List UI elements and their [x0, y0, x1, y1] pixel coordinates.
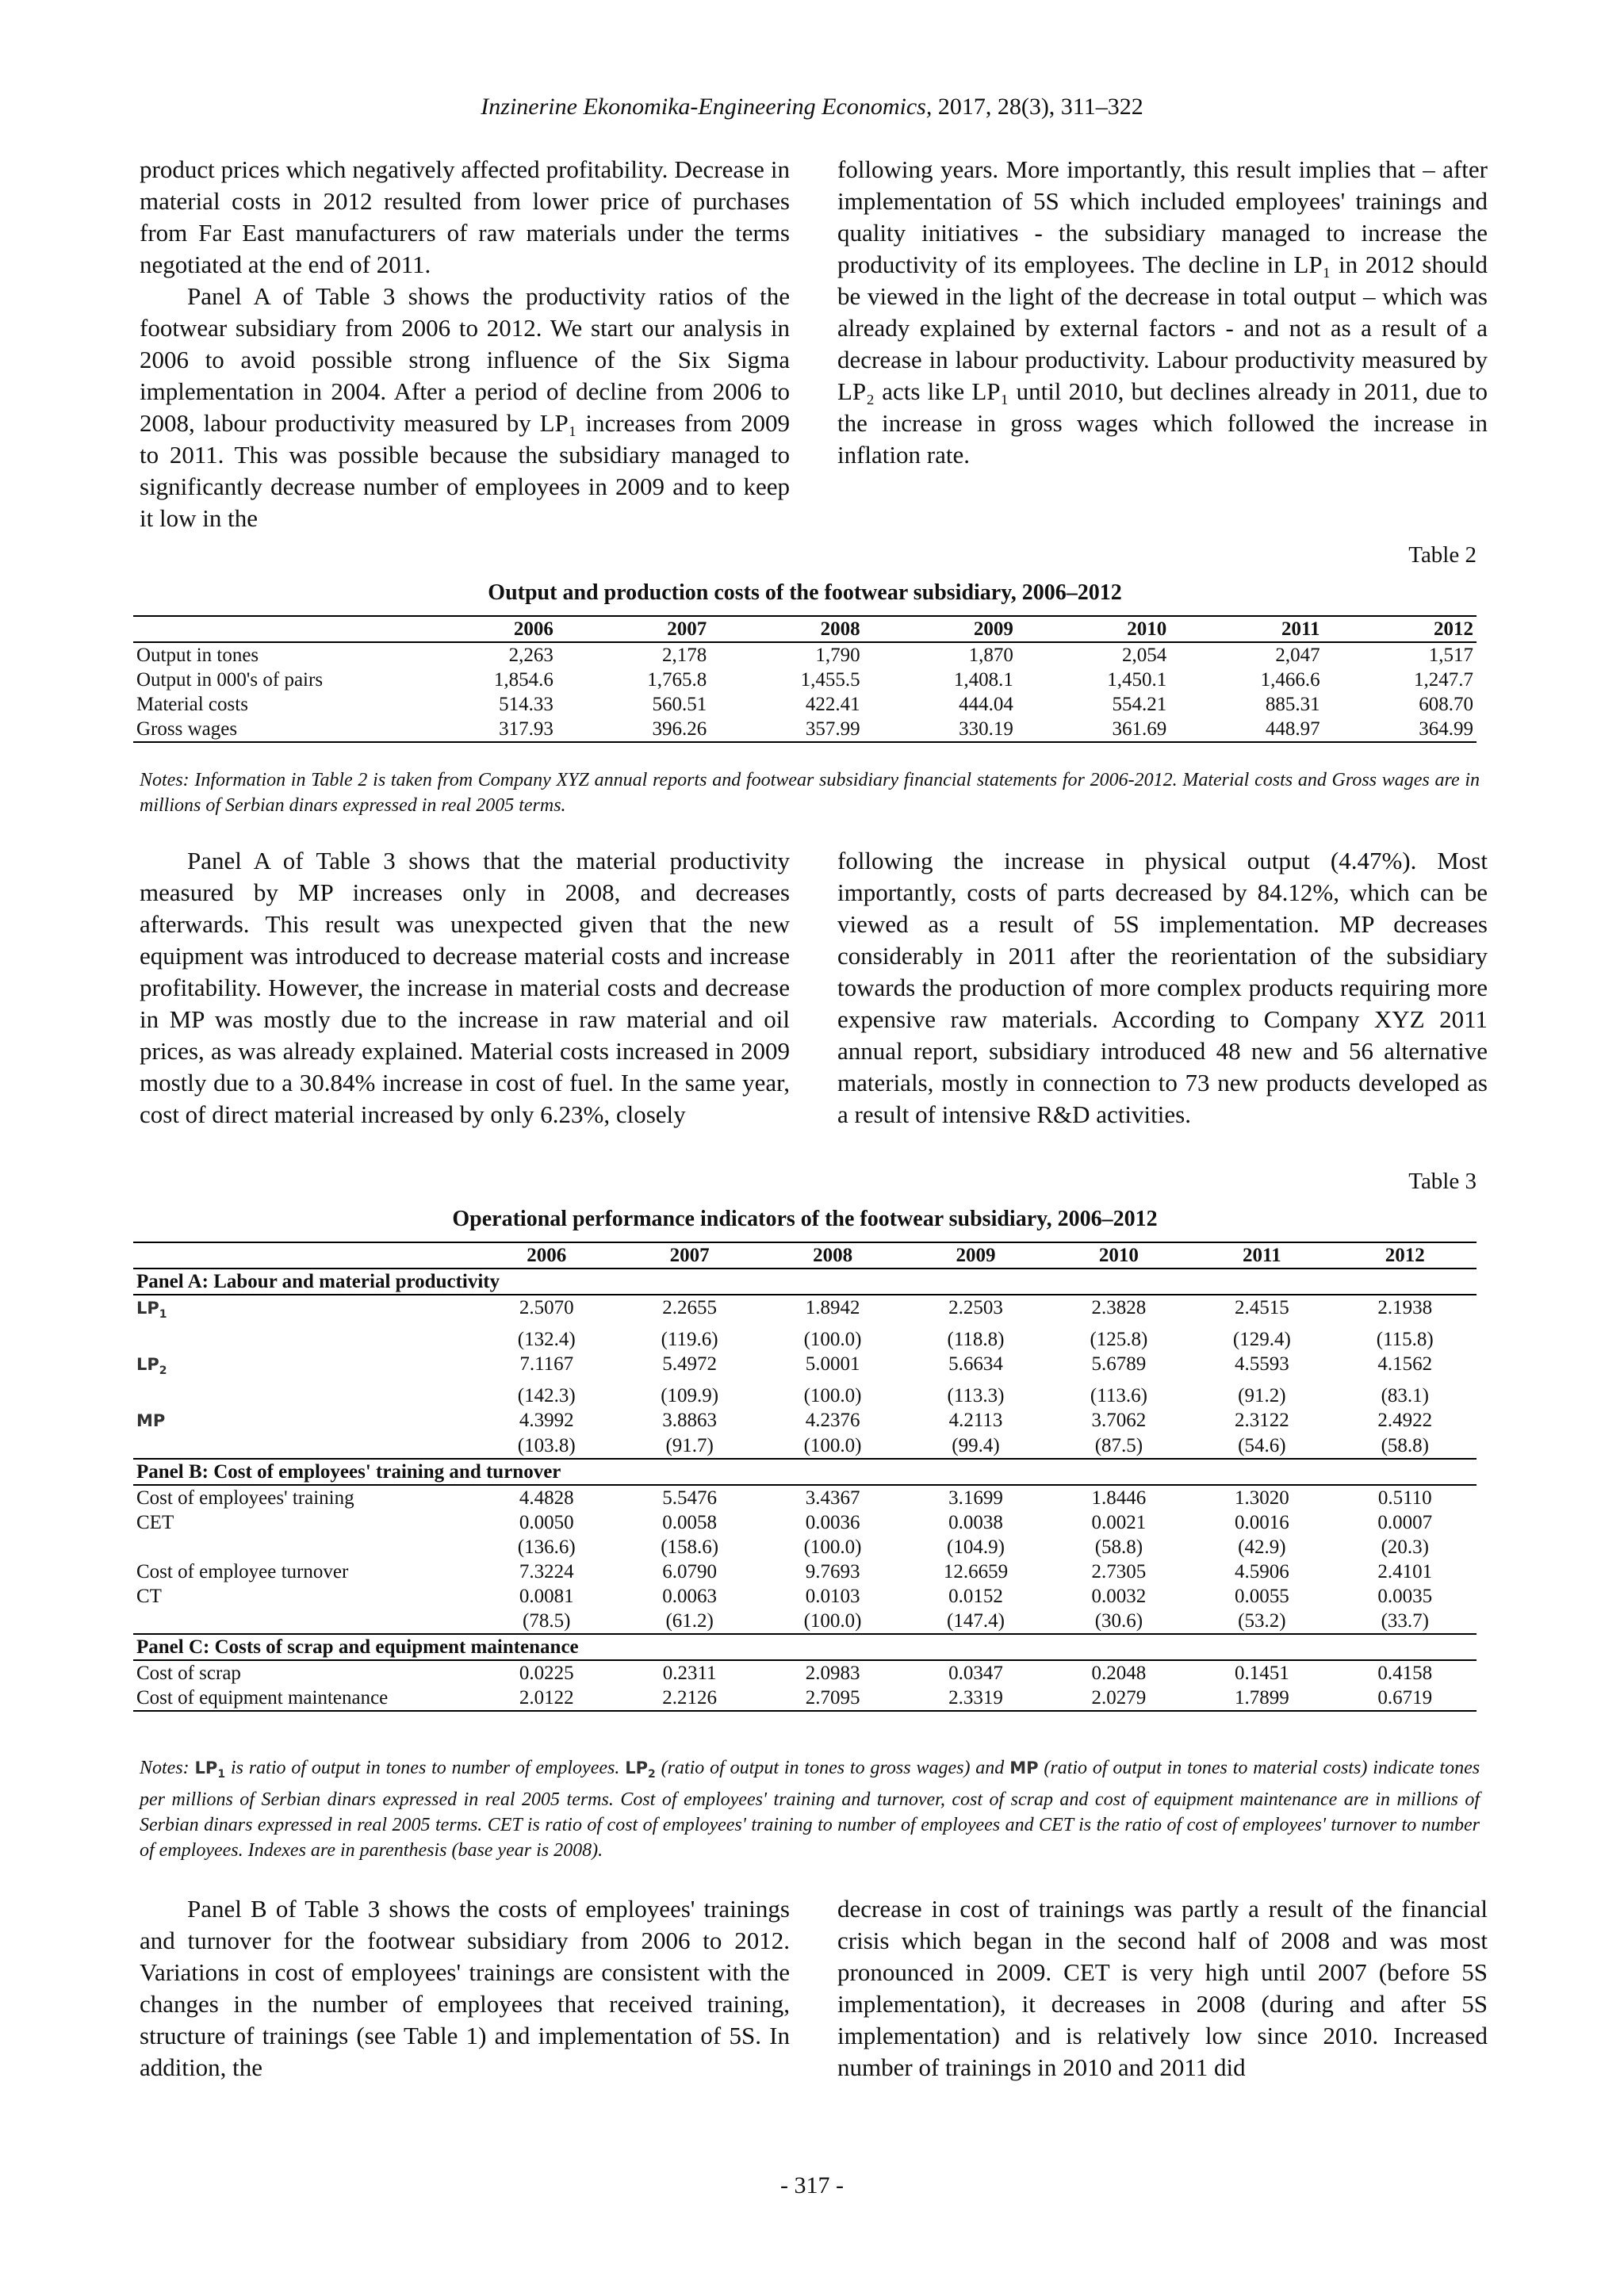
row-label — [133, 1408, 475, 1433]
table-cell: 2.4515 — [1234, 1297, 1289, 1318]
table-cell: 0.0347 — [948, 1663, 1003, 1685]
mp-symbol: MP — [1009, 1758, 1039, 1777]
lp2-symbol-text: LP — [136, 1355, 159, 1375]
table-cell: (78.5) — [523, 1610, 571, 1632]
table-cell: 560.51 — [652, 694, 707, 715]
table-cell: 2,054 — [1121, 645, 1167, 666]
lp1-symbol: $LP_1$ — [194, 1758, 226, 1781]
table-cell: (115.8) — [1376, 1329, 1434, 1351]
journal-volume: 2017, 28(3), 311–322 — [937, 94, 1143, 120]
table-cell: 5.6634 — [948, 1353, 1003, 1376]
table-cell: 2.7305 — [1091, 1561, 1147, 1583]
table-row — [133, 717, 1477, 742]
year-header: 2011 — [1281, 618, 1320, 640]
table-cell: 0.6719 — [1377, 1687, 1433, 1709]
table-cell: 2.4922 — [1377, 1410, 1433, 1432]
table-row — [133, 1352, 1477, 1383]
table-cell: 1,466.6 — [1260, 669, 1320, 691]
table-cell: (136.6) — [517, 1536, 576, 1559]
table-cell: (129.4) — [1232, 1329, 1291, 1351]
table-cell: 2.2126 — [662, 1687, 718, 1709]
table-cell: 0.2311 — [662, 1663, 717, 1685]
bottom-right-column — [837, 1893, 1488, 2084]
table-cell: 330.19 — [959, 718, 1013, 740]
table-cell: (125.8) — [1090, 1329, 1148, 1351]
table-row — [133, 1408, 1477, 1433]
table-cell: 1,790 — [815, 645, 860, 666]
row-label-text: Cost of employees' training — [136, 1487, 354, 1510]
table-cell: (20.3) — [1381, 1536, 1429, 1559]
table-cell: 5.5476 — [662, 1487, 718, 1510]
row-label-text: CET — [136, 1512, 174, 1534]
table-cell: 2.0122 — [519, 1687, 574, 1709]
table-cell: 3.1699 — [948, 1487, 1003, 1510]
year-header: 2008 — [820, 618, 860, 640]
notes-text: (ratio of output in tones to material costs) indicate tones per millions of Serbian dinars expressed in real 2005 terms. Cost of employees' training and turnover, cost of scrap and cost of equipment maintenance are in millions of Serbian dinars expressed in real 2005 terms. CET is ratio of cost of employees' training to number of employees and CET is the ratio of cost of employees' turnover to number of employees. Indexes are in parenthesis (base year is 2008). — [140, 1758, 1480, 1862]
table-cell: 5.0001 — [805, 1353, 860, 1376]
row-label: Material costs — [136, 694, 248, 715]
table-row — [133, 1559, 1477, 1584]
table-cell: 0.1451 — [1234, 1663, 1289, 1685]
table-cell: 0.0055 — [1234, 1586, 1289, 1608]
table-cell: (132.4) — [517, 1329, 576, 1351]
notes-text: is ratio of output in tones to number of employees. — [230, 1758, 620, 1778]
table-cell: 514.33 — [499, 694, 553, 715]
paragraph: Panel A of Table 3 shows that the material productivity measured by MP increases only in 2008, and decreases afterwards. This result was unexpected given that the new equipment was introduced to decrease material costs and increase profitability. However, the increase in material costs and decrease in MP was mostly due to the increase in raw material and oil prices, as was already explained. Material costs increased in 2009 mostly due to a 30.84% increase in cost of fuel. In the same year, cost of direct material increased by only 6.23%, closely — [140, 847, 790, 1128]
table-cell: 0.0032 — [1091, 1586, 1147, 1608]
row-label — [133, 1559, 475, 1584]
table-cell: 2.3828 — [1091, 1297, 1147, 1318]
panel-title: Panel B: Cost of employees' training and turnover — [136, 1461, 561, 1483]
page-number: - 317 - — [780, 2172, 844, 2198]
lp2-symbol: $LP_2$ — [625, 1758, 656, 1781]
table-cell: (118.8) — [947, 1329, 1005, 1351]
table-cell: 1.8446 — [1091, 1487, 1147, 1510]
table-row — [133, 642, 1477, 668]
row-label — [133, 1485, 475, 1510]
table-cell: 422.41 — [805, 694, 860, 715]
panel-title: Panel C: Costs of scrap and equipment maintenance — [136, 1636, 579, 1659]
table-cell: 2.2655 — [662, 1297, 718, 1318]
table-cell: 6.0790 — [662, 1561, 718, 1583]
table2-header-row — [133, 616, 1477, 642]
lp1-symbol — [136, 1299, 167, 1322]
year-header: 2009 — [973, 618, 1013, 640]
row-label-text: Cost of employee turnover — [136, 1561, 349, 1583]
table-cell: 0.0063 — [662, 1586, 718, 1608]
running-header — [0, 94, 1624, 121]
table-cell: (100.0) — [803, 1610, 862, 1632]
table-cell: 448.97 — [1265, 718, 1320, 740]
table-cell: 7.1167 — [519, 1353, 574, 1376]
table-cell: 0.5110 — [1377, 1487, 1432, 1510]
paragraph: following the increase in physical output (4.47%). Most importantly, costs of parts decreased by 84.12%, which can be viewed as a result of 5S implementation. MP decreases considerably in 2011 after the reorientation of the subsidiary towards the production of more complex products requiring more expensive raw materials. According to Company XYZ 2011 annual report, subsidiary introduced 48 new and 56 alternative materials, mostly in connection to 73 new products developed as a result of intensive R&D activities. — [837, 847, 1488, 1128]
table-cell: 4.2113 — [948, 1410, 1003, 1432]
table-cell: (100.0) — [803, 1329, 862, 1351]
row-label: Output in tones — [136, 645, 259, 666]
table-cell: (83.1) — [1381, 1385, 1429, 1407]
bottom-left-column — [140, 1893, 790, 2084]
table2-title: Output and production costs of the footwear subsidiary, 2006–2012 — [488, 580, 1122, 605]
year-header: 2011 — [1243, 1245, 1281, 1266]
table-cell: 1,247.7 — [1414, 669, 1473, 691]
row-label — [133, 1686, 475, 1711]
row-label: Output in 000's of pairs — [136, 669, 324, 691]
table-cell: 2,047 — [1275, 645, 1320, 666]
table-cell: 357.99 — [805, 718, 860, 740]
table-cell: 2.3319 — [948, 1687, 1003, 1709]
year-header: 2008 — [813, 1245, 853, 1266]
year-header: 2007 — [667, 618, 707, 640]
row-label-text: Cost of scrap — [136, 1663, 241, 1685]
table-cell: 5.4972 — [662, 1353, 718, 1376]
notes-text: (ratio of output in tones to gross wages) and — [661, 1758, 1005, 1778]
table-cell: 0.2048 — [1091, 1663, 1147, 1685]
table-cell: 0.0007 — [1377, 1512, 1433, 1534]
mid-left-column — [140, 845, 790, 1131]
table3-header-row — [133, 1242, 1477, 1269]
table-cell: 1.7899 — [1234, 1687, 1289, 1709]
row-label — [133, 1383, 475, 1408]
table-cell: 0.0058 — [662, 1512, 718, 1534]
table-cell: 1.3020 — [1234, 1487, 1289, 1510]
table-cell: 2.3122 — [1234, 1410, 1289, 1432]
row-label-text: Cost of equipment maintenance — [136, 1687, 389, 1709]
table2-label: Table 2 — [1408, 542, 1477, 568]
year-header: 2006 — [513, 618, 553, 640]
paragraph: following years. More importantly, this result implies that – after implementation of 5S which included employees' trainings and quality initiatives - the subsidiary managed to increase the productivity of its employees. The decline in LP₁ in 2012 should be viewed in the light of the decrease in total output – which was already explained by external factors - and not as a result of a decrease in labour productivity. Labour productivity measured by LP₂ acts like LP₁ until 2010, but declines already in 2011, due to the increase in gross wages which followed the increase in inflation rate. — [837, 155, 1488, 469]
table-cell: 317.93 — [499, 718, 553, 740]
table-cell: (30.6) — [1094, 1610, 1143, 1632]
year-header: 2010 — [1098, 1245, 1139, 1266]
panel-row — [133, 1634, 1477, 1660]
row-label — [133, 1584, 475, 1609]
table-cell: (42.9) — [1238, 1536, 1286, 1559]
table-cell: 1.8942 — [805, 1297, 860, 1318]
paragraph: product prices which negatively affected profitability. Decrease in material costs in 2012 resulted from lower price of purchases from Far East manufacturers of raw materials under the terms negotiated at the end of 2011. — [140, 155, 790, 278]
table-cell: 12.6659 — [943, 1561, 1009, 1583]
table-cell: (100.0) — [803, 1435, 862, 1457]
table-cell: 361.69 — [1112, 718, 1167, 740]
table-cell: 396.26 — [652, 718, 707, 740]
table-cell: 2,263 — [508, 645, 553, 666]
row-label — [133, 1327, 475, 1352]
lp1-symbol-sub: 1 — [159, 1308, 167, 1322]
table-cell: (147.4) — [947, 1610, 1005, 1632]
year-header: 2009 — [956, 1245, 996, 1266]
table-cell: 1,870 — [968, 645, 1013, 666]
table-cell: 2.4101 — [1377, 1561, 1433, 1583]
table-row — [133, 1485, 1477, 1510]
table-cell: (113.6) — [1090, 1385, 1147, 1407]
table-cell: 4.5593 — [1234, 1353, 1289, 1376]
table-cell: 608.70 — [1419, 694, 1473, 715]
row-label — [133, 1433, 475, 1459]
table3-notes — [140, 1755, 1480, 1863]
table-cell: (113.3) — [947, 1385, 1005, 1407]
table-cell: (91.7) — [665, 1435, 714, 1457]
row-label — [133, 1510, 475, 1535]
corner-cell — [133, 1242, 475, 1269]
table-cell: (87.5) — [1094, 1435, 1143, 1457]
row-label-text: CT — [136, 1586, 162, 1608]
table-cell: 1,854.6 — [493, 669, 553, 691]
table-cell: (91.2) — [1238, 1385, 1286, 1407]
paragraph: Panel B of Table 3 shows the costs of employees' trainings and turnover for the footwear subsidiary from 2006 to 2012. Variations in cost of employees' trainings are consistent with the changes in the number of employees that received training, structure of trainings (see Table 1) and implementation of 5S. In addition, the — [140, 1895, 790, 2081]
table-cell: (158.6) — [661, 1536, 719, 1559]
year-header: 2010 — [1127, 618, 1167, 640]
table-cell: 2.1938 — [1377, 1297, 1433, 1318]
table-cell: (104.9) — [947, 1536, 1005, 1559]
table-cell: 2.5070 — [519, 1297, 574, 1318]
table-cell: 1,455.5 — [800, 669, 860, 691]
table-cell: 0.0016 — [1234, 1512, 1289, 1534]
table-cell: 1,517 — [1428, 645, 1473, 666]
table-cell: 2,178 — [662, 645, 707, 666]
table-cell: (61.2) — [665, 1610, 714, 1632]
mp-symbol-text: MP — [136, 1411, 166, 1431]
row-label — [133, 1352, 475, 1383]
table-cell: (103.8) — [517, 1435, 576, 1457]
table-row — [133, 1433, 1477, 1459]
table-row — [133, 1584, 1477, 1609]
lp2-symbol-sub: 2 — [159, 1364, 167, 1378]
year-header: 2007 — [669, 1245, 710, 1266]
table-cell: (54.6) — [1238, 1435, 1286, 1457]
table-row — [133, 668, 1477, 692]
journal-name: Inzinerine Ekonomika-Engineering Economics, — [481, 94, 933, 120]
table-row — [133, 692, 1477, 717]
lp2-symbol — [136, 1355, 167, 1378]
table-row — [133, 1383, 1477, 1408]
table-cell: 4.1562 — [1377, 1353, 1433, 1376]
table-cell: 1,408.1 — [953, 669, 1013, 691]
table-cell: 1,450.1 — [1107, 669, 1167, 691]
table2 — [133, 615, 1477, 743]
panel-row — [133, 1459, 1477, 1485]
table-cell: 2.0983 — [805, 1663, 860, 1685]
table-cell: 0.0036 — [805, 1512, 860, 1534]
table-cell: 3.8863 — [662, 1410, 718, 1432]
panel-title: Panel A: Labour and material productivity — [136, 1271, 500, 1292]
table-cell: 0.0225 — [519, 1663, 574, 1685]
table-cell: 0.0021 — [1091, 1512, 1147, 1534]
table-cell: 364.99 — [1419, 718, 1473, 740]
table-cell: 2.7095 — [805, 1687, 860, 1709]
table-cell: 9.7693 — [805, 1561, 860, 1583]
table-cell: 885.31 — [1265, 694, 1320, 715]
table-cell: 2.2503 — [948, 1297, 1003, 1318]
row-label — [133, 1535, 475, 1559]
table3-label: Table 3 — [1408, 1169, 1477, 1194]
row-label: Gross wages — [136, 718, 238, 740]
table-cell: 0.0152 — [948, 1586, 1003, 1608]
table3-title: Operational performance indicators of the footwear subsidiary, 2006–2012 — [452, 1207, 1158, 1231]
table-cell: (58.8) — [1094, 1536, 1143, 1559]
table-cell: 4.4828 — [519, 1487, 574, 1510]
table-cell: 4.3992 — [519, 1410, 574, 1432]
table-cell: (53.2) — [1238, 1610, 1286, 1632]
table-cell: (100.0) — [803, 1385, 862, 1407]
table-cell: (109.9) — [661, 1385, 719, 1407]
table-cell: (99.4) — [952, 1435, 1000, 1457]
table-row — [133, 1535, 1477, 1559]
table-cell: 0.0035 — [1377, 1586, 1433, 1608]
year-header: 2006 — [527, 1245, 567, 1266]
table-cell: 0.4158 — [1377, 1663, 1433, 1685]
year-header: 2012 — [1434, 618, 1473, 640]
table-cell: 0.0038 — [948, 1512, 1003, 1534]
table-cell: (33.7) — [1381, 1610, 1429, 1632]
table-cell: (142.3) — [517, 1385, 576, 1407]
table-cell: (119.6) — [661, 1329, 718, 1351]
table-cell: 0.0050 — [519, 1512, 574, 1534]
row-label — [133, 1660, 475, 1686]
paragraph: Panel A of Table 3 shows the productivity ratios of the footwear subsidiary from 2006 to 2012. We start our analysis in 2006 to avoid possible strong influence of the Six Sigma implementation in 2004. After a period of decline from 2006 to 2008, labour productivity measured by LP₁ increases from 2009 to 2011. This was possible because the subsidiary managed to significantly decrease number of employees in 2009 and to keep it low in the — [140, 282, 790, 532]
table-cell: 2.0279 — [1091, 1687, 1147, 1709]
table-cell: 444.04 — [959, 694, 1013, 715]
panel-row — [133, 1269, 1477, 1295]
table-cell: 7.3224 — [519, 1561, 574, 1583]
paragraph: decrease in cost of trainings was partly a result of the financial crisis which began in the second half of 2008 and was most pronounced in 2009. CET is very high until 2007 (before 5S implementation), it decreases in 2008 (during and after 5S implementation) and is relatively low since 2010. Increased number of trainings in 2010 and 2011 did — [837, 1895, 1488, 2081]
table2-notes: Notes: Information in Table 2 is taken from Company XYZ annual reports and footwear subsidiary financial statements for 2006-2012. Material costs and Gross wages are in millions of Serbian dinars expressed in real 2005 terms. — [140, 770, 1480, 816]
table3 — [133, 1242, 1477, 1712]
table-row — [133, 1660, 1477, 1686]
mid-right-column — [837, 845, 1488, 1131]
row-label — [133, 1609, 475, 1634]
notes-label: Notes: — [140, 1758, 190, 1778]
table-cell: (58.8) — [1381, 1435, 1429, 1457]
table-row — [133, 1510, 1477, 1535]
table-row — [133, 1327, 1477, 1352]
table-cell: 0.0103 — [805, 1586, 860, 1608]
row-label — [133, 1295, 475, 1327]
table-cell: 554.21 — [1112, 694, 1167, 715]
top-left-column — [140, 154, 790, 534]
table-cell: 3.7062 — [1091, 1410, 1147, 1432]
table-row — [133, 1295, 1477, 1327]
table-cell: 4.5906 — [1234, 1561, 1289, 1583]
mp-symbol — [136, 1411, 165, 1430]
table-cell: 3.4367 — [805, 1487, 860, 1510]
table-cell: 4.2376 — [805, 1410, 860, 1432]
table-row — [133, 1686, 1477, 1711]
table-cell: (100.0) — [803, 1536, 862, 1559]
year-header: 2012 — [1385, 1245, 1425, 1266]
table-cell: 5.6789 — [1091, 1353, 1147, 1376]
lp1-symbol-text: LP — [136, 1299, 159, 1318]
table-cell: 0.0081 — [519, 1586, 574, 1608]
top-right-column — [837, 154, 1488, 471]
table-row — [133, 1609, 1477, 1634]
table-cell: 1,765.8 — [647, 669, 707, 691]
